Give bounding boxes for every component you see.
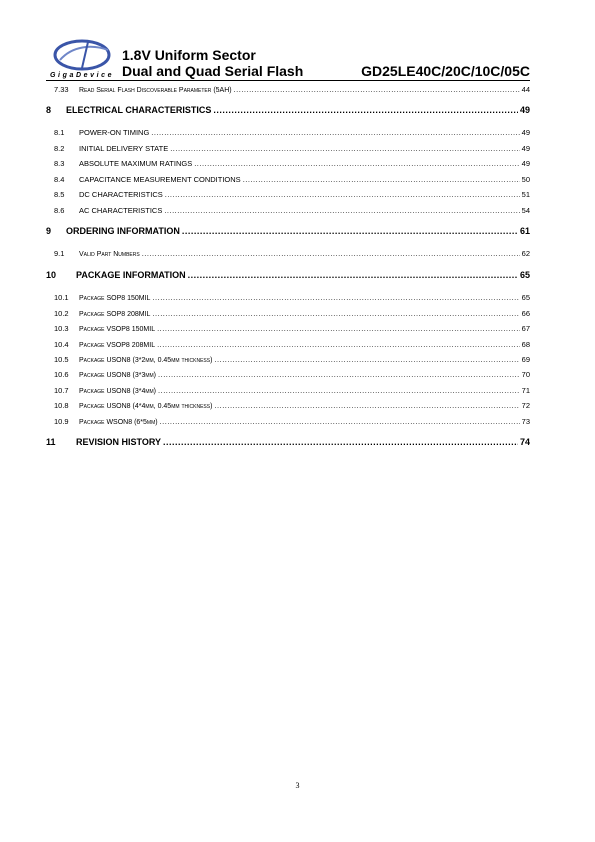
toc-entry-title: Package USON8 (4*4mm, 0.45mm thickness) (79, 403, 213, 410)
doc-title-line2: Dual and Quad Serial Flash (122, 63, 304, 79)
toc-leader (234, 85, 520, 94)
toc-entry-number: 10.7 (54, 386, 69, 395)
toc-entry-title (79, 85, 232, 94)
toc-entry-page: 54 (521, 206, 530, 215)
page-number: 3 (295, 781, 300, 790)
toc-entry-title: INITIAL DELIVERY STATE (79, 144, 169, 153)
toc-entry[interactable] (46, 324, 530, 333)
toc-entry-number: 10.5 (54, 355, 69, 364)
toc-chapter-page: 65 (519, 270, 530, 280)
toc-entry-title: Valid Part Numbers (79, 251, 140, 258)
toc-entry[interactable] (46, 85, 530, 94)
header-divider (46, 80, 530, 81)
toc-leader (142, 249, 520, 258)
toc-leader (214, 401, 519, 410)
toc-leader (157, 324, 520, 333)
toc-entry-number: 10.2 (54, 309, 69, 318)
toc-entry-title: Package SOP8 208MIL (79, 311, 151, 318)
toc-entry-number: 10.6 (54, 370, 69, 379)
toc-entry-title: Package USON8 (3*2mm, 0.45mm thickness) (79, 357, 213, 364)
toc-entry-title: Package USON8 (3*4mm) (79, 388, 157, 395)
toc-entry-number: 10.4 (54, 340, 69, 349)
toc-leader (213, 105, 518, 115)
toc-entry-number: 8.6 (54, 206, 65, 215)
logo-swirl-icon (52, 38, 114, 72)
toc-entry[interactable] (46, 340, 530, 349)
toc-chapter-title: PACKAGE INFORMATION (76, 270, 186, 280)
toc-entry[interactable] (46, 309, 530, 318)
toc-entry-title: Package VSOP8 208MIL (79, 342, 156, 349)
toc-chapter-title: ORDERING INFORMATION (66, 226, 180, 236)
toc-chapter-page: 74 (519, 437, 530, 447)
toc-leader (243, 175, 520, 184)
toc-entry-number: 7.33 (54, 85, 69, 94)
toc-entry-title: Package SOP8 150MIL (79, 295, 151, 302)
toc-entry[interactable] (46, 159, 530, 168)
toc-entry-number: 8.3 (54, 159, 65, 168)
toc-entry-title: Package WSON8 (6*5mm) (79, 419, 158, 426)
toc-entry[interactable] (46, 355, 530, 364)
toc-entry-page: 71 (521, 386, 530, 395)
toc-entry[interactable] (46, 386, 530, 395)
toc-entry-page: 69 (521, 355, 530, 364)
toc-entry-page: 49 (521, 159, 530, 168)
toc-entry-title-text: Read Serial Flash Discoverable Parameter (5AH) (79, 87, 232, 94)
toc-entry-number: 10.9 (54, 417, 69, 426)
toc-entry[interactable] (46, 128, 530, 137)
toc-entry-number: 8.2 (54, 144, 65, 153)
logo-text: GigaDevice (50, 72, 115, 79)
toc-entry-number: 9.1 (54, 249, 65, 258)
toc-chapter-number: 8 (46, 105, 52, 115)
toc-leader (170, 144, 519, 153)
toc-leader (151, 128, 519, 137)
toc-entry-number: 8.4 (54, 175, 65, 184)
toc-entry[interactable] (46, 190, 530, 199)
toc-entry-page: 50 (521, 175, 530, 184)
toc-leader (163, 437, 518, 447)
toc-entry-title: CAPACITANCE MEASUREMENT CONDITIONS (79, 175, 241, 184)
toc-chapter[interactable] (46, 437, 530, 447)
toc-entry[interactable] (46, 206, 530, 215)
toc-entry-page: 66 (521, 309, 530, 318)
toc-entry-page: 62 (521, 249, 530, 258)
page-header (0, 0, 595, 84)
toc-chapter[interactable] (46, 270, 530, 280)
doc-title-line1: 1.8V Uniform Sector (122, 47, 256, 63)
toc-entry-title: AC CHARACTERISTICS (79, 206, 163, 215)
toc-entry-page: 49 (521, 144, 530, 153)
toc-chapter-page: 61 (519, 226, 530, 236)
toc-entry-number: 10.8 (54, 401, 69, 410)
toc-entry-page: 70 (521, 370, 530, 379)
toc-entry-title: POWER-ON TIMING (79, 128, 150, 137)
part-number: GD25LE40C/20C/10C/05C (361, 63, 530, 79)
toc-leader (158, 386, 520, 395)
toc-leader (165, 190, 520, 199)
toc-leader (182, 226, 518, 236)
toc-entry-title: ABSOLUTE MAXIMUM RATINGS (79, 159, 193, 168)
toc-entry-page: 49 (521, 128, 530, 137)
toc-entry[interactable] (46, 417, 530, 426)
toc-entry-number: 8.1 (54, 128, 65, 137)
toc-entry-title: Package USON8 (3*3mm) (79, 372, 157, 379)
toc-chapter-number: 9 (46, 226, 52, 236)
toc-entry-page: 44 (521, 85, 530, 94)
toc-leader (152, 293, 519, 302)
toc-leader (152, 309, 519, 318)
toc-chapter[interactable] (46, 105, 530, 115)
toc-leader (214, 355, 519, 364)
toc-entry-page: 73 (521, 417, 530, 426)
toc-leader (188, 270, 518, 280)
toc-entry[interactable] (46, 175, 530, 184)
toc-entry-page: 67 (521, 324, 530, 333)
toc-entry[interactable] (46, 293, 530, 302)
toc-entry-page: 65 (521, 293, 530, 302)
toc-leader (158, 370, 520, 379)
toc-entry-number: 10.3 (54, 324, 69, 333)
toc-entry-number: 10.1 (54, 293, 69, 302)
toc-chapter[interactable] (46, 226, 530, 236)
toc-leader (157, 340, 520, 349)
toc-entry-title: DC CHARACTERISTICS (79, 190, 163, 199)
toc-entry-page: 72 (521, 401, 530, 410)
toc-entry[interactable] (46, 249, 530, 258)
toc-chapter-page: 49 (519, 105, 530, 115)
toc-entry-number: 8.5 (54, 190, 65, 199)
toc-leader (160, 417, 520, 426)
toc-entry-page: 68 (521, 340, 530, 349)
toc-entry[interactable] (46, 144, 530, 153)
toc-entry-page: 51 (521, 190, 530, 199)
toc-chapter-number: 10 (46, 270, 57, 280)
toc-entry[interactable] (46, 401, 530, 410)
toc-entry-title: Package VSOP8 150MIL (79, 326, 156, 333)
toc-leader (194, 159, 519, 168)
toc-leader (164, 206, 519, 215)
toc-chapter-number: 11 (46, 437, 56, 447)
toc-chapter-title: REVISION HISTORY (76, 437, 162, 447)
toc-entry[interactable] (46, 370, 530, 379)
toc-chapter-title: ELECTRICAL CHARACTERISTICS (66, 105, 212, 115)
gigadevice-logo (48, 38, 120, 84)
